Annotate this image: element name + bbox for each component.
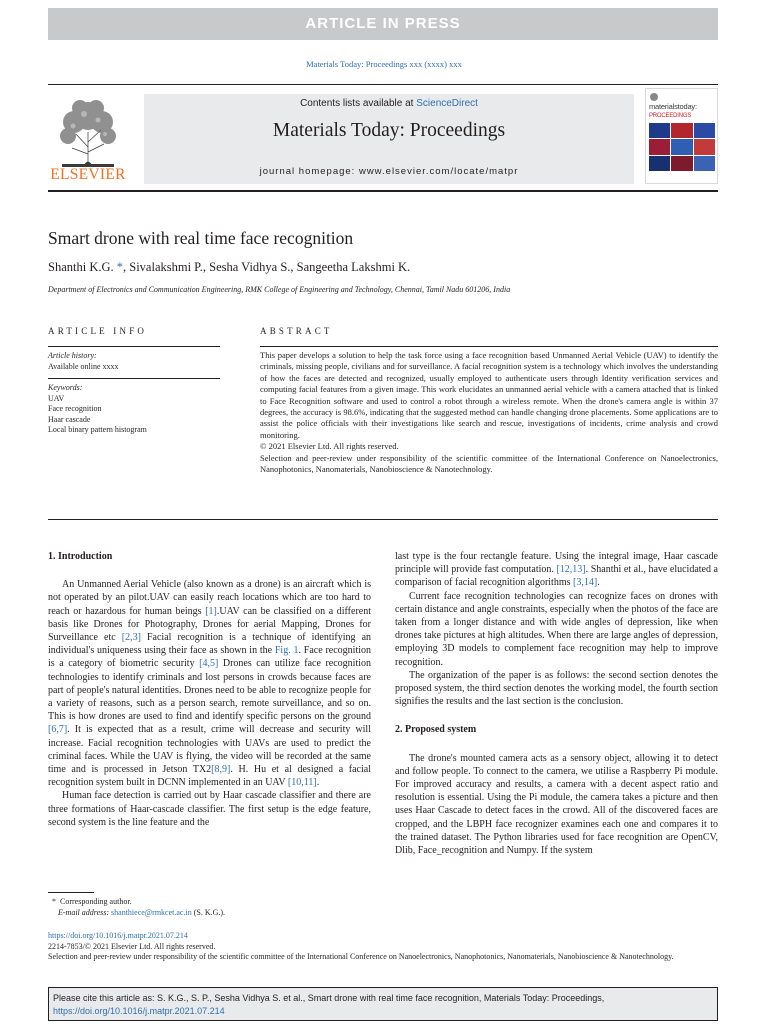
citation-doi-link[interactable]: https://doi.org/10.1016/j.matpr.2021.07.214	[53, 1005, 225, 1016]
citation-link[interactable]: [6,7]	[48, 724, 68, 736]
abstract-copyright: © 2021 Elsevier Ltd. All rights reserved.	[260, 441, 399, 452]
cover-title-sub: PROCEEDINGS	[649, 113, 692, 119]
elsevier-wordmark: ELSEVIER	[50, 166, 126, 183]
journal-title: Materials Today: Proceedings	[272, 120, 506, 141]
article-history-label: Article history:	[48, 351, 97, 360]
email-footnote	[48, 907, 225, 918]
email-suffix: (S. K.G.).	[191, 908, 226, 917]
footnote-mark: *	[52, 897, 56, 906]
cover-image-grid	[649, 123, 715, 171]
doi-block	[48, 931, 718, 963]
article-info-section	[48, 326, 220, 436]
keyword-item: Haar cascade	[48, 414, 91, 424]
cover-title-main: materialstoday:	[649, 102, 697, 111]
sciencedirect-link[interactable]: ScienceDirect	[416, 98, 478, 109]
citation-link[interactable]: [3,14]	[573, 577, 598, 589]
keywords-block	[48, 379, 220, 436]
intro-paragraph-3: last type is the four rectangle feature. Using the integral image, Haar cascade principle will provide fast computation. [12,13]. Shanthi et al., have elucidated a comparison of facial recognition algorithms [3,14].	[395, 551, 718, 589]
article-history-value: Available online xxxx	[48, 361, 119, 371]
keyword-item: UAV	[48, 393, 65, 403]
author-list	[48, 260, 410, 275]
contents-line	[144, 98, 634, 109]
contents-prefix: Contents lists available at	[300, 98, 417, 109]
footnote-rule	[48, 892, 94, 893]
intro-paragraph-2: Human face detection is carried out by Haar cascade classifier and there are three formations of Haar-cascade classifier. The first setup is the edge feature, second system is the line feature and the	[48, 790, 371, 828]
issn-line: 2214-7853/© 2021 Elsevier Ltd. All rights reserved.	[48, 941, 216, 951]
article-info-heading: ARTICLE INFO	[48, 326, 148, 336]
corresponding-footnote	[48, 896, 225, 907]
footnote-corresponding: Corresponding author.	[60, 897, 132, 906]
other-authors: , Sivalakshmi P., Sesha Vidhya S., Sangeetha Lakshmi K.	[123, 260, 411, 274]
masthead-top-rule	[48, 84, 718, 85]
intro-paragraph-1: An Unmanned Aerial Vehicle (also known as a drone) is an aircraft which is not operated by an pilot.UAV can easily reach locations which are too hard to reach or hazardous for human beings [1].UAV can be classified on a different basis like Drones for Photography, Drones for aerial Mapping, Drones for Surveillance etc [2,3] Facial recognition is a technique of identifying an individual's uniqueness using their face as shown in the Fig. 1. Face recognition is a category of biometric security [4,5] Drones can utilize face recognition technologies to identify criminals and lost persons in crowds because faces are part of people's natural identities. Drones need to be able to recognize people for a variety of reasons, such as a person search, remote surveillance, and so on. This is how drones are used to find and identify specific persons on the ground [6,7]. It is expected that as a result, crime will decrease and security will increase. Facial recognition technologies with UAVs are used to predict the criminal faces. While the UAV is flying, the video will be recorded at the same time and is processed in Jetson TX2[8,9]. H. Hu et al designed a facial recognition system built in DCNN implemented in an UAV [10,11].	[48, 579, 372, 789]
intro-paragraph-4: Current face recognition technologies can recognize faces on drones with certain distance and angle constraints, especially when the photos of the face are taken from a longer distance and with wide angles of depression, like when drones take pictures at high altitudes. When there are large angles of depression, employing 3D models to complement face recognition may help to improve recognition.	[395, 590, 718, 668]
citation-link[interactable]: [8,9]	[211, 764, 231, 776]
proposed-system-heading: 2. Proposed system	[395, 724, 477, 736]
doi-link[interactable]: https://doi.org/10.1016/j.matpr.2021.07.214	[48, 931, 188, 940]
article-in-press-banner: ARTICLE IN PRESS	[48, 8, 718, 40]
peer-review-note: Selection and peer-review under responsibility of the scientific committee of the International Conference on Nanoelectronics, Nanophotonics, Nanomaterials, Nanobioscience & Nanotechnology.	[48, 952, 674, 961]
keyword-item: Local binary pattern histogram	[48, 425, 147, 434]
abstract-body	[260, 347, 718, 475]
email-link[interactable]: shanthiece@rmkcet.ac.in	[111, 908, 192, 917]
keywords-label: Keywords:	[48, 383, 83, 392]
abstract-heading: ABSTRACT	[260, 326, 333, 336]
paper-title: Smart drone with real time face recognition	[48, 228, 354, 248]
cover-title	[649, 103, 697, 120]
journal-homepage[interactable]: journal homepage: www.elsevier.com/locate/matpr	[259, 166, 519, 177]
proposed-paragraph-1: The drone's mounted camera acts as a sensory object, allowing it to detect and follow people. To connect to the camera, we utilise a Raspberry Pi module. For improved accuracy and results, a camera with a decent aspect ratio and resolution is essential. Using the Pi module, the camera takes a picture and then uses Haar Cascade to detect faces in the crowd. All of the discovered faces are cropped, and the LBPH face recognizer examines each one and compares it to the trained dataset. The Python libraries used for face recognition are OpenCV, Dlib, Face_recognition and Numpy. If the system	[395, 752, 718, 857]
citation-box	[48, 987, 718, 1021]
body-column-left	[48, 550, 371, 829]
front-matter-divider	[48, 519, 718, 520]
cover-logo-icon	[649, 92, 659, 102]
citation-link[interactable]: [10,11]	[287, 777, 317, 789]
figure-link[interactable]: Fig. 1	[274, 645, 299, 657]
first-author: Shanthi K.G.	[48, 260, 117, 274]
journal-cover-thumbnail	[645, 88, 718, 184]
citation-text: Please cite this article as: S. K.G., S. P., Sesha Vidhya S. et al., Smart drone with real time face recognition, Materials Today: Proceedings,	[53, 993, 605, 1003]
citation-link[interactable]: [1]	[205, 605, 217, 617]
masthead-center-panel	[144, 94, 634, 184]
citation-link[interactable]: [2,3]	[121, 632, 141, 644]
journal-ref-text[interactable]: Materials Today: Proceedings xxx (xxxx) xxx	[306, 59, 462, 69]
footnote	[48, 896, 225, 918]
keyword-item: Face recognition	[48, 404, 102, 413]
citation-link[interactable]: [12,13]	[556, 564, 586, 576]
corresponding-author-mark[interactable]: *	[116, 260, 123, 274]
affiliation: Department of Electronics and Communication Engineering, RMK College of Engineering and Technology, Chennai, Tamil Nadu 601206, India	[48, 285, 511, 294]
abstract-review-note: Selection and peer-review under responsibility of the scientific committee of the International Conference on Nanoelectronics, Nanophotonics, Nanomaterials, Nanobioscience & Nanotechnology.	[260, 452, 718, 475]
intro-paragraph-5: The organization of the paper is as follows: the second section denotes the proposed system, the third section denotes the working model, the fourth section signifies the results and the last section is the conclusion.	[395, 669, 718, 708]
journal-reference-link[interactable]	[0, 59, 768, 69]
journal-masthead	[48, 86, 718, 188]
email-label: E-mail address:	[58, 908, 112, 917]
citation-link[interactable]: [4,5]	[199, 658, 219, 670]
article-history	[48, 347, 220, 372]
body-column-right	[395, 550, 718, 857]
abstract-text: This paper develops a solution to help the task force using a face recognition based Unmanned Aerial Vehicle (UAV) to identify the criminals, missing people, civilians and for surveillance. A facial recognition system is a technology which involves the understanding of how the faces are detected and recognized, usually employed to authenticate users through Identity verification services and computing facial features from a given image. This work elucidates an unmanned aerial vehicle with a camera attached that is linked to Face Recognition software and used to control a robot through a wireless remote. When the drone's camera angle is within 37 degrees, the accuracy is 98.6%, indicating that the suggested method can handle changing drone placements. Some applications are to assist the police officials with their investigations like search and rescue, investigations of incidents, crime analysis and crowd monitoring.	[260, 350, 718, 440]
introduction-heading: 1. Introduction	[48, 551, 113, 562]
abstract-section	[260, 326, 718, 475]
masthead-bottom-rule	[48, 190, 718, 192]
